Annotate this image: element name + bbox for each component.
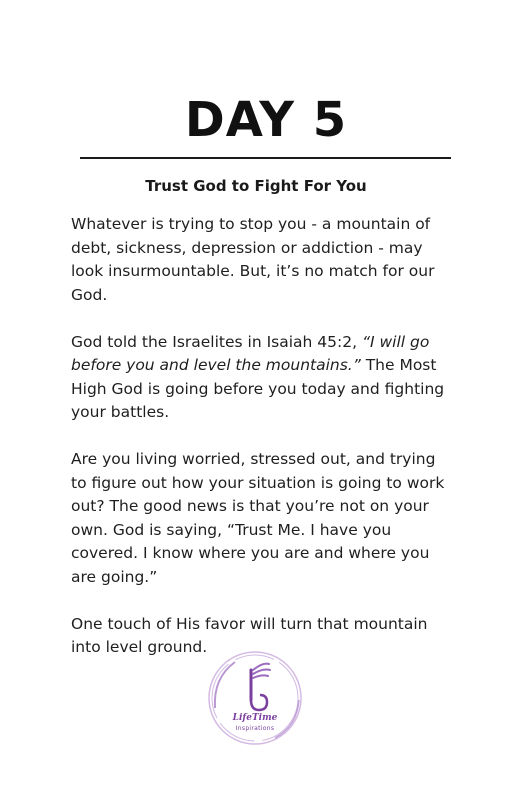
devotional-body [71, 213, 451, 683]
paragraph-3: Are you living worried, stressed out, and trying to figure out how your situation is going to work out? The good news is that you’re not on your own. God is saying, “Trust Me. I have you covered. I know where you are and where you are going.” [71, 450, 445, 586]
logo-small-text: Inspirations [235, 725, 275, 732]
title-divider [80, 157, 451, 159]
page-title: DAY 5 [184, 92, 348, 148]
paragraph-2-rest: The Most High God is going before you today and fighting your battles. [71, 356, 445, 421]
paragraph-2-intro: God told the Israelites in Isaiah 45:2, [71, 332, 362, 351]
logo-ring-icon [205, 648, 305, 748]
page-subtitle: Trust God to Fight For You [145, 177, 367, 195]
lifetime-inspirations-logo [205, 648, 305, 748]
paragraph-2 [71, 331, 451, 425]
paragraph-4: One touch of His favor will turn that mountain into level ground. [71, 614, 428, 656]
paragraph-1: Whatever is trying to stop you - a mountain of debt, sickness, depression or addiction - may look insurmountable. But, it’s no match for our God. [71, 215, 435, 304]
scripture-quote: “I will go before you and level the mountains.” [71, 332, 430, 374]
logo-script-text: LifeTime [232, 713, 278, 723]
